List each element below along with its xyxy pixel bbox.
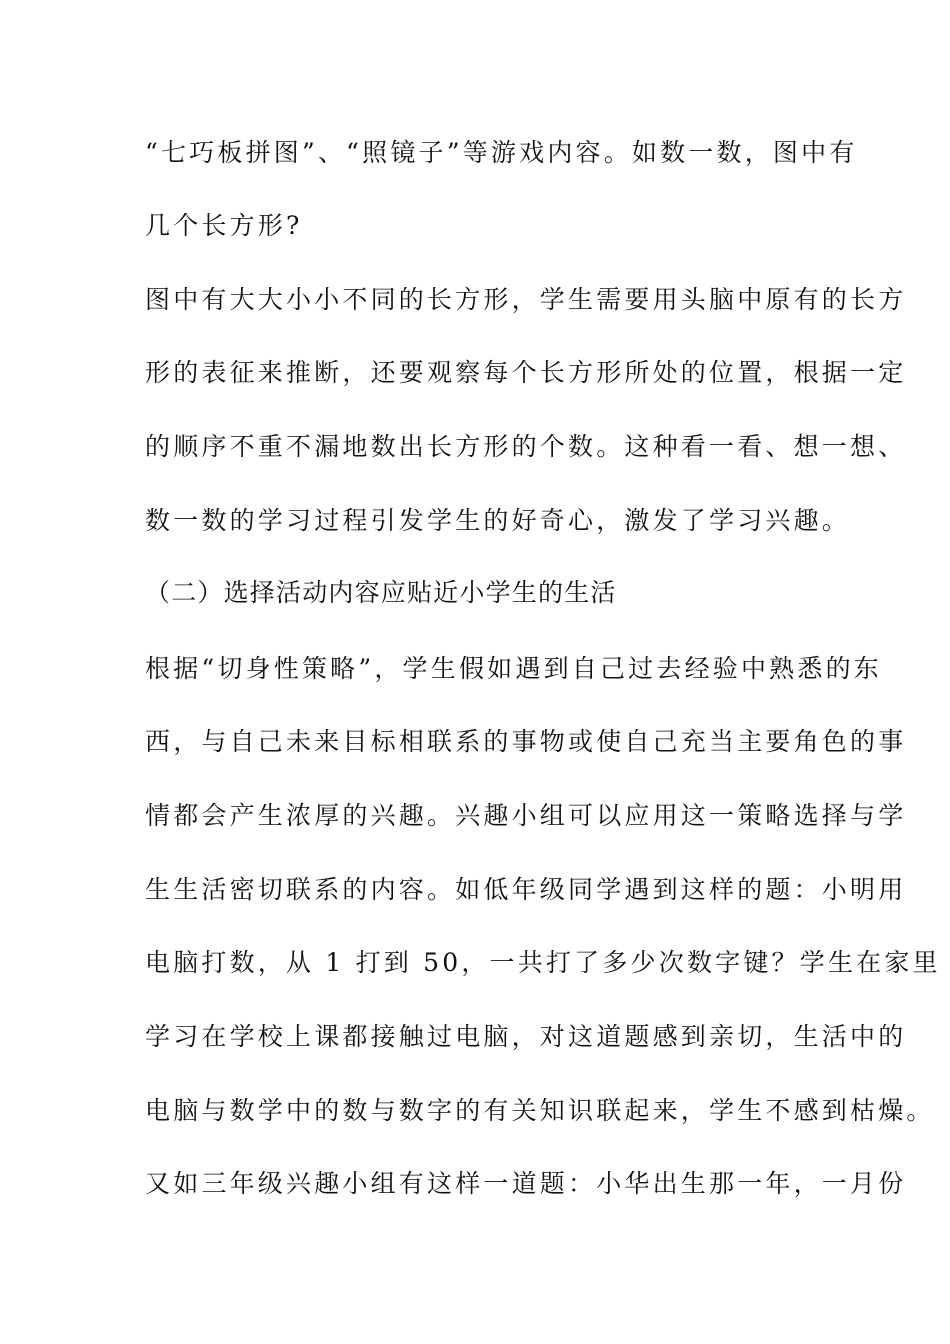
text-line-8: 根据“切身性策略”，学生假如遇到自己过去经验中熟悉的东: [145, 654, 882, 683]
text-line-13: 学习在学校上课都接触过电脑，对这道题感到亲切，生活中的: [145, 1022, 907, 1051]
text-line-1: “七巧板拼图”、“照镜子”等游戏内容。如数一数，图中有: [145, 138, 858, 167]
text-line-5: 的顺序不重不漏地数出长方形的个数。这种看一看、想一想、: [145, 432, 907, 461]
text-line-3: 图中有大大小小不同的长方形，学生需要用头脑中原有的长方: [145, 285, 907, 314]
text-line-14: 电脑与数学中的数与数字的有关知识联起来，学生不感到枯燥。: [145, 1096, 935, 1125]
section-heading: （二）选择活动内容应贴近小学生的生活: [145, 578, 617, 607]
text-line-2: 几个长方形?: [145, 211, 303, 240]
text-line-15: 又如三年级兴趣小组有这样一道题：小华出生那一年，一月份: [145, 1169, 907, 1198]
text-line-6: 数一数的学习过程引发学生的好奇心，激发了学习兴趣。: [145, 506, 851, 535]
text-line-4: 形的表征来推断，还要观察每个长方形所处的位置，根据一定: [145, 358, 907, 387]
text-line-11: 生生活密切联系的内容。如低年级同学遇到这样的题：小明用: [145, 875, 907, 904]
text-line-12: 电脑打数，从 1 打到 50，一共打了多少次数字键？学生在家里: [145, 948, 941, 977]
text-line-9: 西，与自己未来目标相联系的事物或使自己充当主要角色的事: [145, 727, 907, 756]
text-line-10: 情都会产生浓厚的兴趣。兴趣小组可以应用这一策略选择与学: [145, 801, 907, 830]
